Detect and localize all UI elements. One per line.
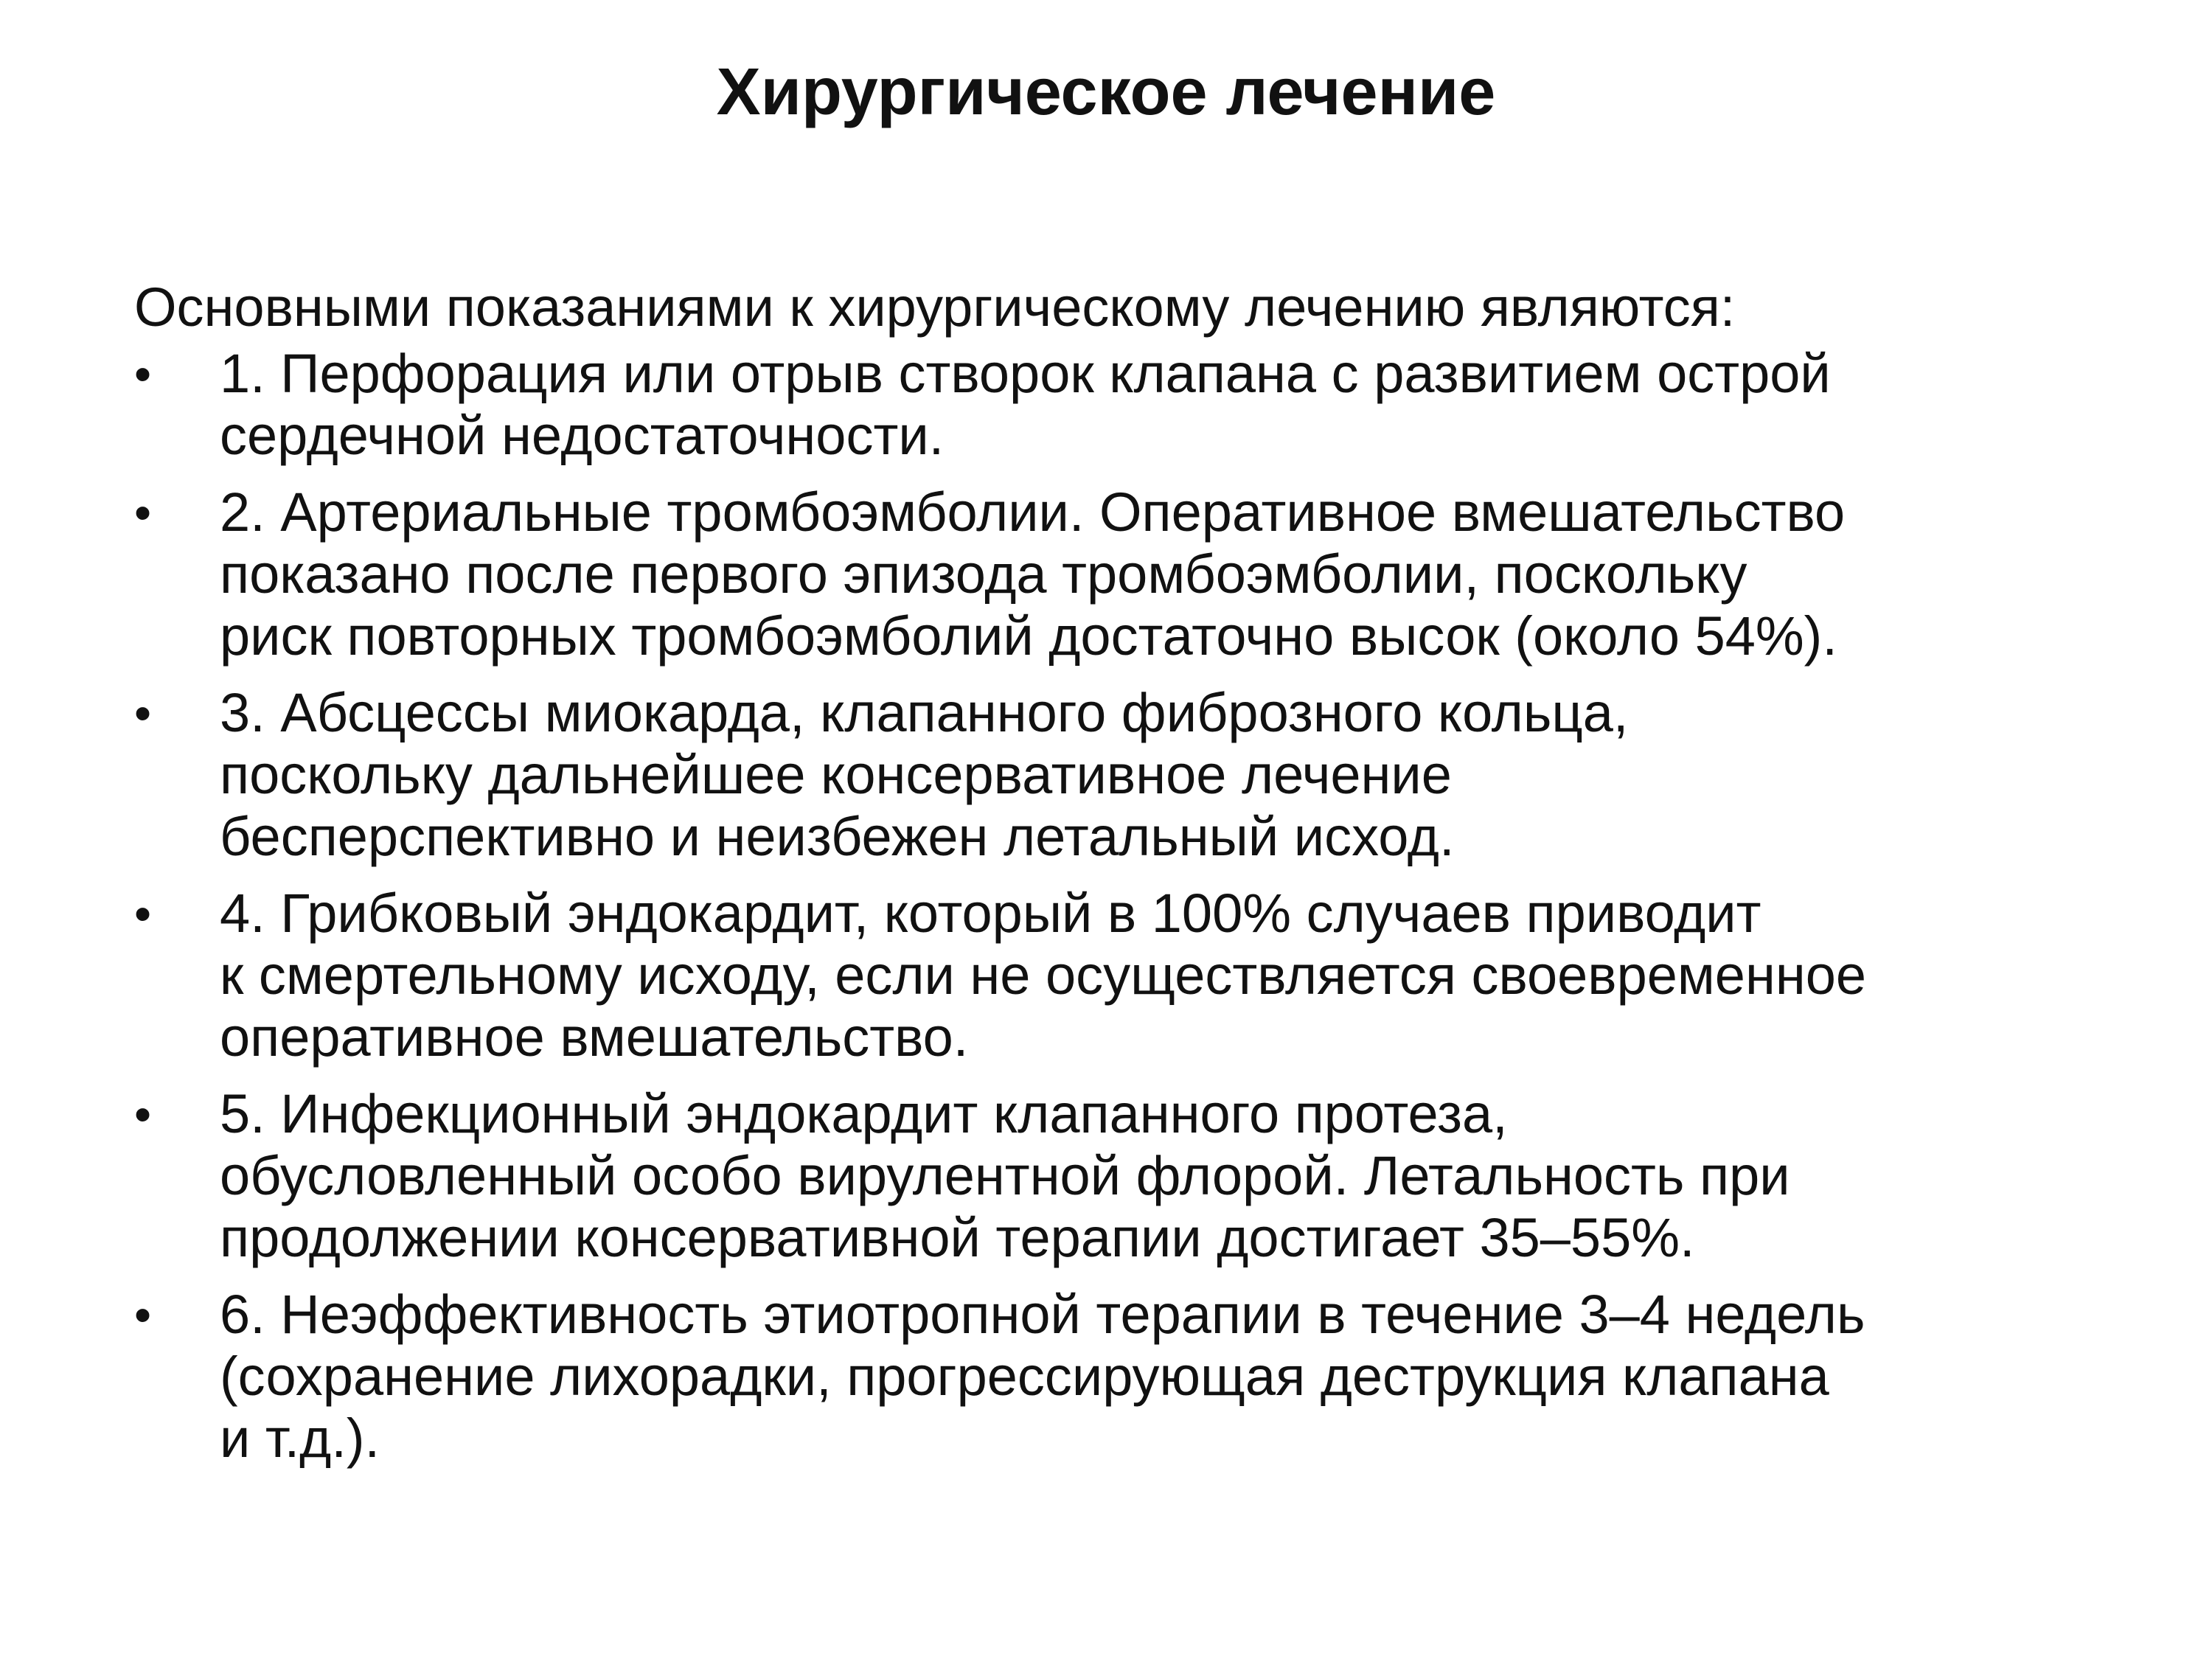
bullet-icon: • <box>134 1287 152 1342</box>
slide-content <box>134 276 2140 1484</box>
list-item-text: 1. Перфорация или отрыв створок клапана с развитием острой сердечной недостаточности. <box>220 343 1831 466</box>
indications-list <box>134 343 2140 1470</box>
list-item <box>134 1284 2140 1470</box>
bullet-icon: • <box>134 686 152 740</box>
slide-title: Хирургическое лечение <box>716 55 1496 129</box>
list-item <box>134 481 2140 667</box>
bullet-icon: • <box>134 1087 152 1141</box>
list-item-text: 2. Артериальные тромбоэмболии. Оперативное вмешательство показано после первого эпизода тромбоэмболии, поскольку риск повторных тромбоэмболий достаточно высок (около 54%). <box>220 481 1846 667</box>
intro-text: Основными показаниями к хирургическому лечению являются: <box>134 276 1736 338</box>
list-item <box>134 883 2140 1068</box>
bullet-icon: • <box>134 886 152 941</box>
list-item-text: 5. Инфекционный эндокардит клапанного протеза, обусловленный особо вирулентной флорой. Летальность при продолжении консервативной терапии достигает 35–55%. <box>220 1083 1790 1268</box>
list-item-text: 6. Неэффективность этиотропной терапии в течение 3–4 недель (сохранение лихорадки, прогрессирующая деструкция клапана и т.д.). <box>220 1284 1865 1469</box>
list-item-text: 3. Абсцессы миокарда, клапанного фиброзного кольца, поскольку дальнейшее консервативное лечение бесперспективно и неизбежен летальный исход. <box>220 682 1629 867</box>
bullet-icon: • <box>134 485 152 540</box>
list-item-text: 4. Грибковый эндокардит, который в 100% случаев приводит к смертельному исходу, если не осуществляется своевременное оперативное вмешательство. <box>220 883 1867 1068</box>
list-item <box>134 1083 2140 1269</box>
list-item <box>134 343 2140 467</box>
list-item <box>134 682 2140 868</box>
bullet-icon: • <box>134 347 152 401</box>
